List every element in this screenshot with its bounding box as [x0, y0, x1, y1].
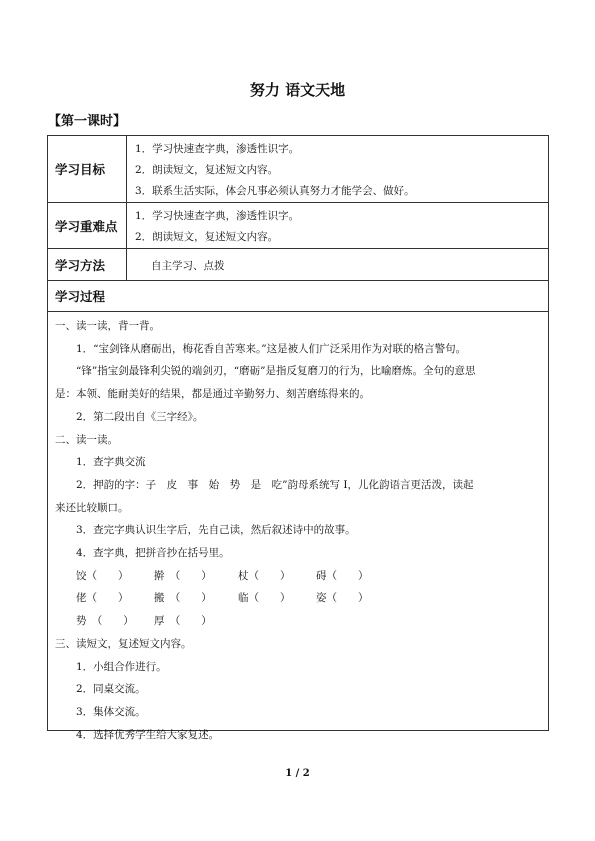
process-line: 2．押韵的字：子 皮 事 始 势 是 吃”韵母系统写 I，儿化韵语言更活泼，读起 — [76, 478, 474, 491]
goal-item: 1．学习快速查字典，渗透性识字。 — [135, 143, 300, 155]
process-line: 2．同桌交流。 — [76, 683, 146, 696]
pinyin-cell: 佬（ ） — [76, 592, 129, 605]
process-line: “锋”指宝剑最锋利尖锐的端剑刃，“磨砺”是指反复磨刀的行为，比喻磨炼。全句的意思 — [76, 365, 476, 378]
method-content — [127, 249, 548, 280]
process-line: 1．查字典交流 — [76, 456, 146, 469]
pinyin-row — [55, 610, 542, 633]
process-line: 1．“宝剑锋从磨砺出，梅花香自苦寒来。”这是被人们广泛采用作为对联的格言警句。 — [76, 342, 467, 355]
process-line: 4．选择优秀学生给大家复述。 — [76, 728, 220, 741]
session-heading: 【第一课时】 — [48, 114, 127, 129]
process-line: 二、读一读。 — [55, 433, 118, 446]
process-line: 三、读短文，复述短文内容。 — [55, 637, 192, 650]
pinyin-cell: 厚 （ ） — [154, 615, 212, 628]
goal-item: 3．联系生活实际，体会凡事必须认真努力才能学会、做好。 — [135, 185, 415, 197]
process-label: 学习过程 — [48, 281, 548, 312]
method-label: 学习方法 — [48, 249, 127, 280]
pinyin-row — [55, 587, 542, 610]
process-line: 4．查字典，把拼音抄在括号里。 — [76, 547, 230, 560]
pinyin-cell: 搬 （ ） — [154, 592, 212, 605]
process-line: 1．小组合作进行。 — [76, 660, 167, 673]
key-points-label: 学习重难点 — [48, 203, 127, 248]
process-content — [48, 312, 548, 741]
goal-item: 2．朗读短文，复述短文内容。 — [135, 164, 279, 176]
method-text: 自主学习、点拨 — [151, 259, 225, 272]
key-point-item: 2．朗读短文，复述短文内容。 — [135, 231, 279, 243]
lesson-table — [47, 135, 549, 741]
pinyin-cell: 擀 （ ） — [154, 569, 212, 582]
page-number: 1 / 2 — [285, 768, 310, 779]
pinyin-cell: 姿（ ） — [316, 592, 369, 605]
goals-content — [127, 136, 548, 202]
page-title: 努力 语文天地 — [249, 81, 346, 99]
process-line: 2．第二段出自《三字经》。 — [76, 410, 204, 423]
pinyin-row — [55, 565, 542, 588]
process-line: 3．集体交流。 — [76, 705, 146, 718]
goals-row — [48, 136, 548, 203]
pinyin-cell: 杖（ ） — [238, 569, 291, 582]
pinyin-cell: 饺（ ） — [76, 569, 129, 582]
process-line: 3．查完字典认识生字后，先自己读，然后叙述诗中的故事。 — [76, 524, 356, 537]
pinyin-cell: 临（ ） — [238, 592, 291, 605]
process-line: 一、读一读，背一背。 — [55, 320, 160, 332]
key-points-row — [48, 203, 548, 249]
process-line: 来还比较顺口。 — [55, 501, 129, 514]
process-line: 是：本领、能耐美好的结果，都是通过辛勤努力、刻苦磨练得来的。 — [55, 388, 370, 401]
key-point-item: 1．学习快速查字典，渗透性识字。 — [135, 210, 300, 222]
key-points-content — [127, 203, 548, 248]
goals-label: 学习目标 — [48, 136, 127, 202]
method-row — [48, 249, 548, 281]
pinyin-cell: 势 （ ） — [76, 615, 134, 628]
pinyin-cell: 碍（ ） — [316, 569, 369, 582]
